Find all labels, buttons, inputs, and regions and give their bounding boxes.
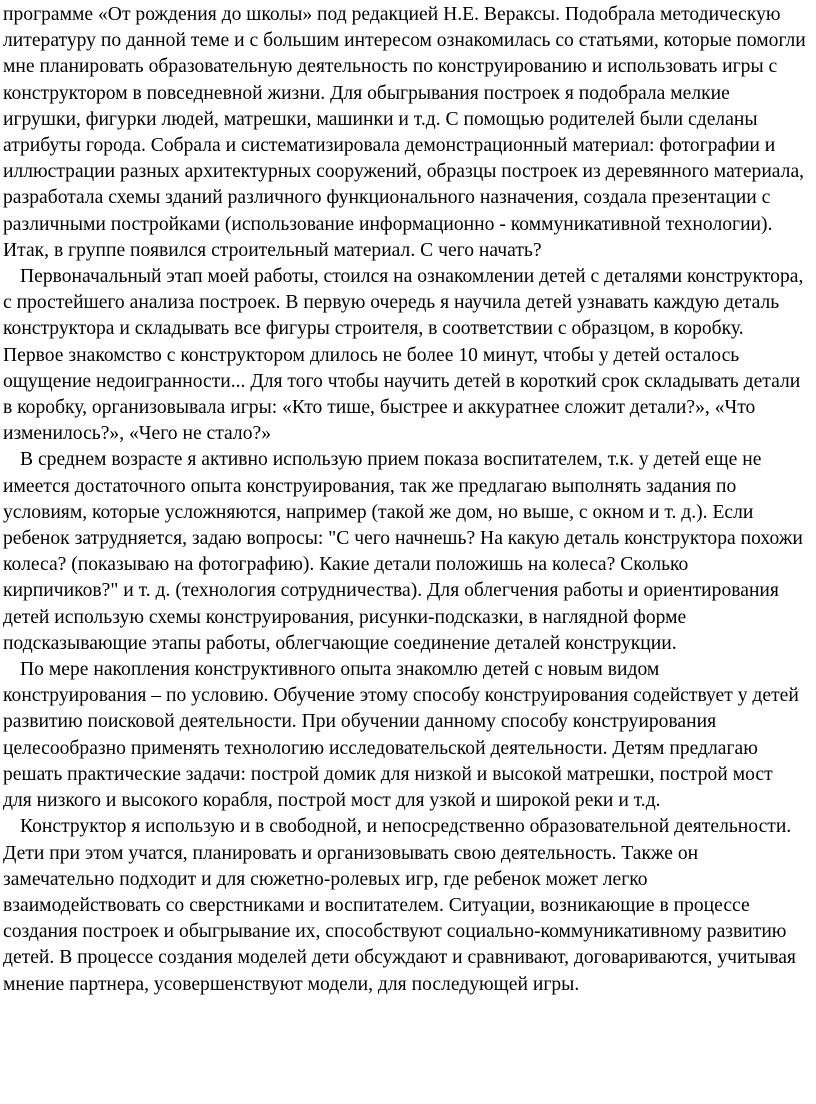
paragraph-by-condition: По мере накопления конструктивного опыта знакомлю детей с новым видом конструирования – по условию. Обучение этому способу конструирования содействует у детей развитию поисковой деятельности. При обучении данному способу конструирования целесообразно применять технологию исследовательской деятельности. Детям предлагаю решать практические задачи: построй домик для низкой и высокой матрешки, построй мост для низкого и высокого корабля, построй мост для узкой и широкой реки и т.д. — [3, 659, 799, 812]
paragraph-free-activity: Конструктор я использую и в свободной, и непосредственно образовательной деятельности. Дети при этом учатся, планировать и организовывать свою деятельность. Также он замечательно подходит и для сюжетно-ролевых игр, где ребенок может легко взаимодействовать со сверстниками и воспитателем. Ситуации, возникающие в процессе создания построек и обыгрывание их, способствуют социально-коммуникативному развитию детей. В процессе создания моделей дети обсуждают и сравнивают, договариваются, учитывая мнение партнера, усовершенствуют модели, для последующей игры. — [3, 816, 796, 995]
paragraph-initial-stage: Первоначальный этап моей работы, стоился на ознакомлении детей с деталями конструктора, с простейшего анализа построек. В первую очередь я научила детей узнавать каждую деталь конструктора и складывать все фигуры строителя, в соответствии с образцом, в коробку. Первое знакомство с конструктором длилось не более 10 минут, чтобы у детей осталось ощущение недоигранности... Для того чтобы научить детей в короткий срок складывать детали в коробку, организовывала игры: «Кто тише, быстрее и аккуратнее сложит детали?», «Что изменилось?», «Чего не стало?» — [3, 266, 804, 445]
paragraph-continuation: программе «От рождения до школы» под редакцией Н.Е. Вераксы. Подобрала методическую литературу по данной теме и с большим интересом ознакомилась со статьями, которые помогли мне планировать образовательную деятельность по конструированию и использовать игры с конструктором в повседневной жизни. Для обыгрывания построек я подобрала мелкие игрушки, фигурки людей, матрешки, машинки и т.д. С помощью родителей были сделаны атрибуты города. Собрала и систематизировала демонстрационный материал: фотографии и иллюстрации разных архитектурных сооружений, образцы построек из деревянного материала, разработала схемы зданий различного функционального назначения, создала презентации с различными постройками (использование информационно - коммуникативной технологии). — [3, 4, 806, 235]
paragraph-middle-age: В среднем возрасте я активно использую прием показа воспитателем, т.к. у детей еще не имеется достаточного опыта конструирования, так же предлагаю выполнять задания по условиям, которые усложняются, например (такой же дом, но выше, с окном и т. д.). Если ребенок затрудняется, задаю вопросы: "С чего начнешь? На какую деталь конструктора похожи колеса? (показываю на фотографию). Какие детали положишь на колеса? Сколько кирпичиков?" и т. д. (технология сотрудничества). Для облегчения работы и ориентирования детей использую схемы конструирования, рисунки-подсказки, в наглядной форме подсказывающие этапы работы, облегчающие соединение деталей конструкции. — [3, 449, 803, 654]
paragraph-question: Итак, в группе появился строительный материал. С чего начать? — [3, 239, 542, 261]
